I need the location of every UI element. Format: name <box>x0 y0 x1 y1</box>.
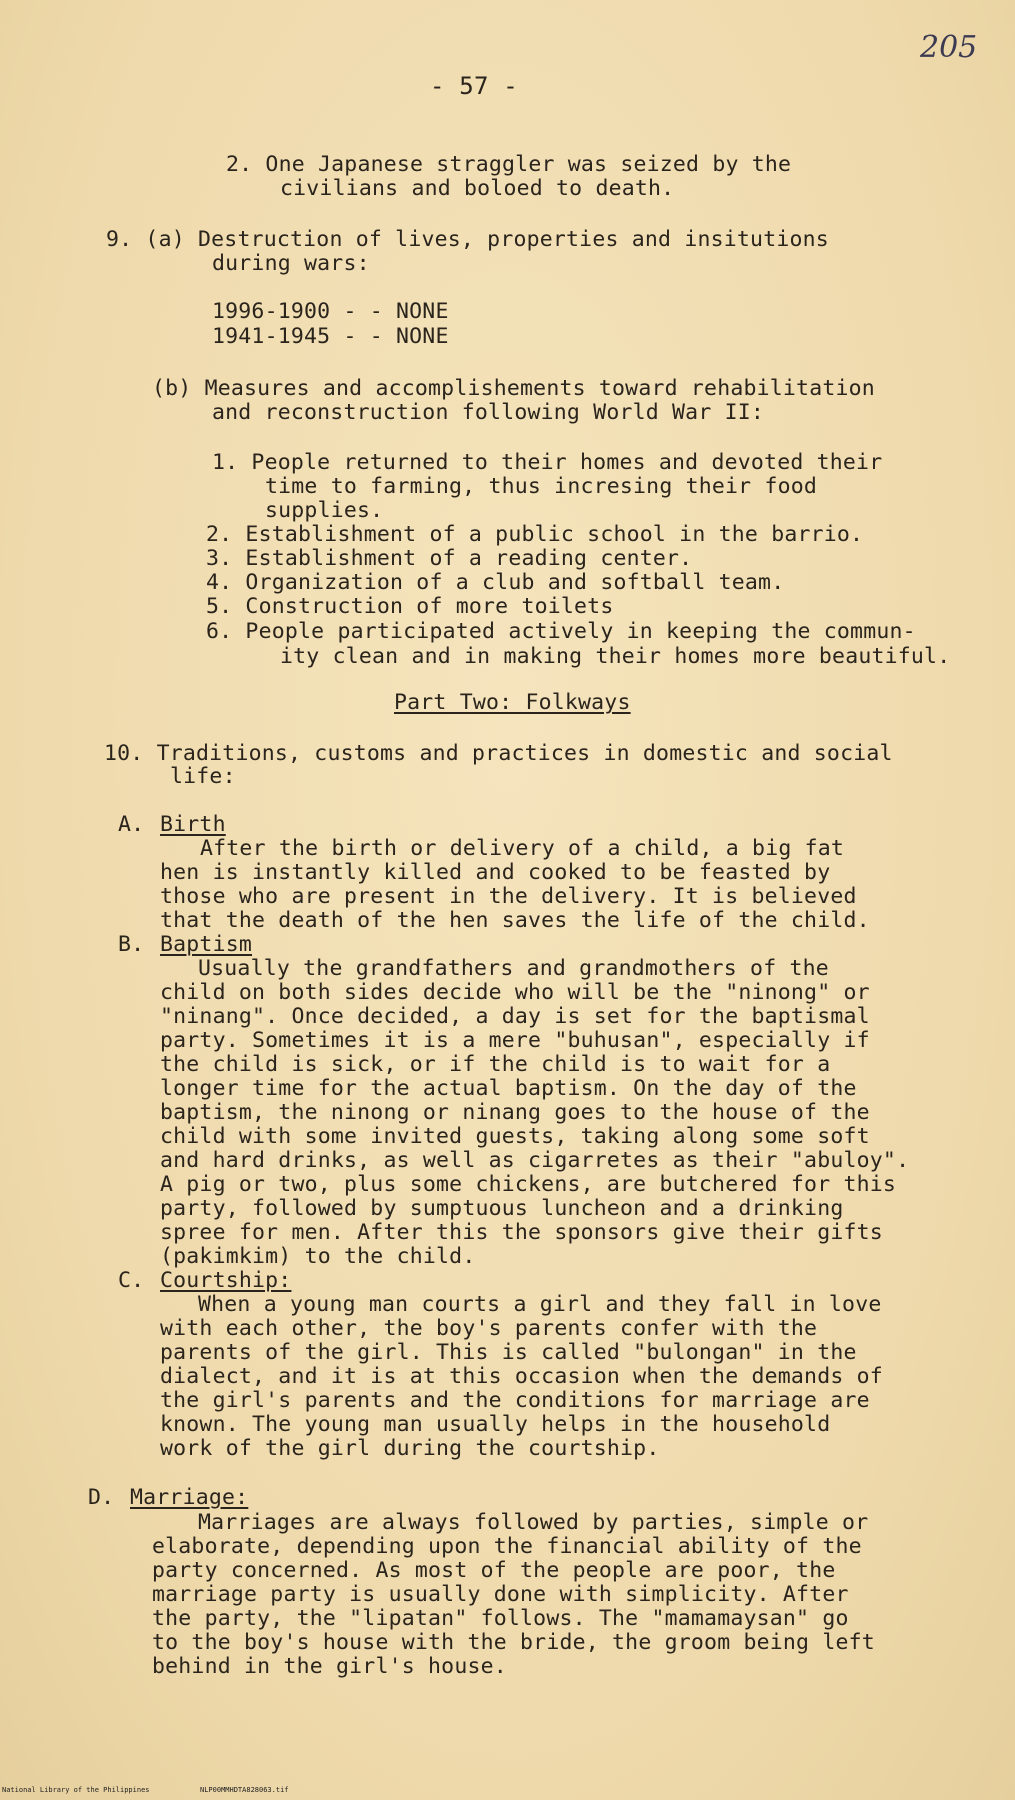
section-heading-marriage: Marriage: <box>130 1485 249 1510</box>
section-letter: C. <box>118 1268 145 1293</box>
baptism-line: the child is sick, or if the child is to wait for a <box>160 1052 831 1077</box>
list-item: time to farming, thus incresing their food <box>265 474 818 499</box>
war-row-2: 1941-1945 - - NONE <box>212 324 449 349</box>
item10-line2: life: <box>170 764 236 789</box>
list-item: 3. Establishment of a reading center. <box>206 546 693 571</box>
marriage-line: behind in the girl's house. <box>152 1654 507 1679</box>
courtship-line: work of the girl during the courtship. <box>160 1436 660 1461</box>
list-item: 4. Organization of a club and softball team. <box>206 570 785 595</box>
section-heading-courtship: Courtship: <box>160 1268 292 1293</box>
courtship-line: with each other, the boy's parents confer with the <box>160 1316 818 1341</box>
list-item: 2. Establishment of a public school in the barrio. <box>206 522 864 547</box>
war-row-1: 1996-1900 - - NONE <box>212 299 449 324</box>
courtship-line: When a young man courts a girl and they fall in love <box>198 1292 882 1317</box>
marriage-line: marriage party is usually done with simplicity. After <box>152 1582 849 1607</box>
part-two-title: Part Two: Folkways <box>394 690 631 715</box>
handwritten-page-number: 205 <box>920 30 978 65</box>
section-letter: B. <box>118 932 145 957</box>
item9a-label: 9. (a) Destruction of lives, properties and insitutions <box>106 227 829 252</box>
birth-line: After the birth or delivery of a child, a big fat <box>200 836 845 861</box>
section-heading-birth: Birth <box>160 812 226 837</box>
section-letter: D. <box>88 1485 115 1510</box>
marriage-line: elaborate, depending upon the financial ability of the <box>152 1534 862 1559</box>
baptism-line: longer time for the actual baptism. On the day of the <box>160 1076 857 1101</box>
baptism-line: child with some invited guests, taking along some soft <box>160 1124 870 1149</box>
item2-line2: civilians and boloed to death. <box>280 176 675 201</box>
item10-line1: 10. Traditions, customs and practices in domestic and social <box>104 741 893 766</box>
page-number: - 57 - <box>430 72 518 100</box>
birth-line: those who are present in the delivery. It is believed <box>160 884 857 909</box>
baptism-line: A pig or two, plus some chickens, are butchered for this <box>160 1172 897 1197</box>
item9a-line2: during wars: <box>212 251 370 276</box>
item2-line1: 2. One Japanese straggler was seized by the <box>226 152 792 177</box>
footer-library: National Library of the Philippines <box>2 1786 150 1794</box>
list-item: 5. Construction of more toilets <box>206 594 614 619</box>
baptism-line: party, followed by sumptuous luncheon and a drinking <box>160 1196 844 1221</box>
marriage-line: to the boy's house with the bride, the groom being left <box>152 1630 875 1655</box>
footer-filename: NLP00MMHDTA828063.tif <box>200 1786 289 1794</box>
baptism-line: baptism, the ninong or ninang goes to the house of the <box>160 1100 870 1125</box>
marriage-line: Marriages are always followed by parties, simple or <box>198 1510 869 1535</box>
list-item: 1. People returned to their homes and devoted their <box>212 450 883 475</box>
marriage-line: party concerned. As most of the people are poor, the <box>152 1558 836 1583</box>
baptism-line: (pakimkim) to the child. <box>160 1244 476 1269</box>
item9b-label: (b) Measures and accomplishements toward rehabilitation <box>152 376 875 401</box>
birth-line: that the death of the hen saves the life of the child. <box>160 908 870 933</box>
courtship-line: parents of the girl. This is called "bulongan" in the <box>160 1340 857 1365</box>
baptism-line: party. Sometimes it is a mere "buhusan", especially if <box>160 1028 870 1053</box>
courtship-line: known. The young man usually helps in the household <box>160 1412 831 1437</box>
marriage-line: the party, the "lipatan" follows. The "mamamaysan" go <box>152 1606 849 1631</box>
courtship-line: the girl's parents and the conditions for marriage are <box>160 1388 870 1413</box>
baptism-line: child on both sides decide who will be the "ninong" or <box>160 980 870 1005</box>
baptism-line: spree for men. After this the sponsors give their gifts <box>160 1220 883 1245</box>
list-item: supplies. <box>265 498 384 523</box>
section-letter: A. <box>118 812 145 837</box>
birth-line: hen is instantly killed and cooked to be feasted by <box>160 860 831 885</box>
baptism-line: "ninang". Once decided, a day is set for the baptismal <box>160 1004 870 1029</box>
courtship-line: dialect, and it is at this occasion when the demands of <box>160 1364 883 1389</box>
baptism-line: Usually the grandfathers and grandmothers of the <box>198 956 829 981</box>
section-heading-baptism: Baptism <box>160 932 253 957</box>
item9b-line2: and reconstruction following World War II: <box>212 400 765 425</box>
list-item: 6. People participated actively in keeping the commun- <box>206 619 916 644</box>
list-item: ity clean and in making their homes more beautiful. <box>280 644 951 669</box>
baptism-line: and hard drinks, as well as cigarretes as their "abuloy". <box>160 1148 910 1173</box>
